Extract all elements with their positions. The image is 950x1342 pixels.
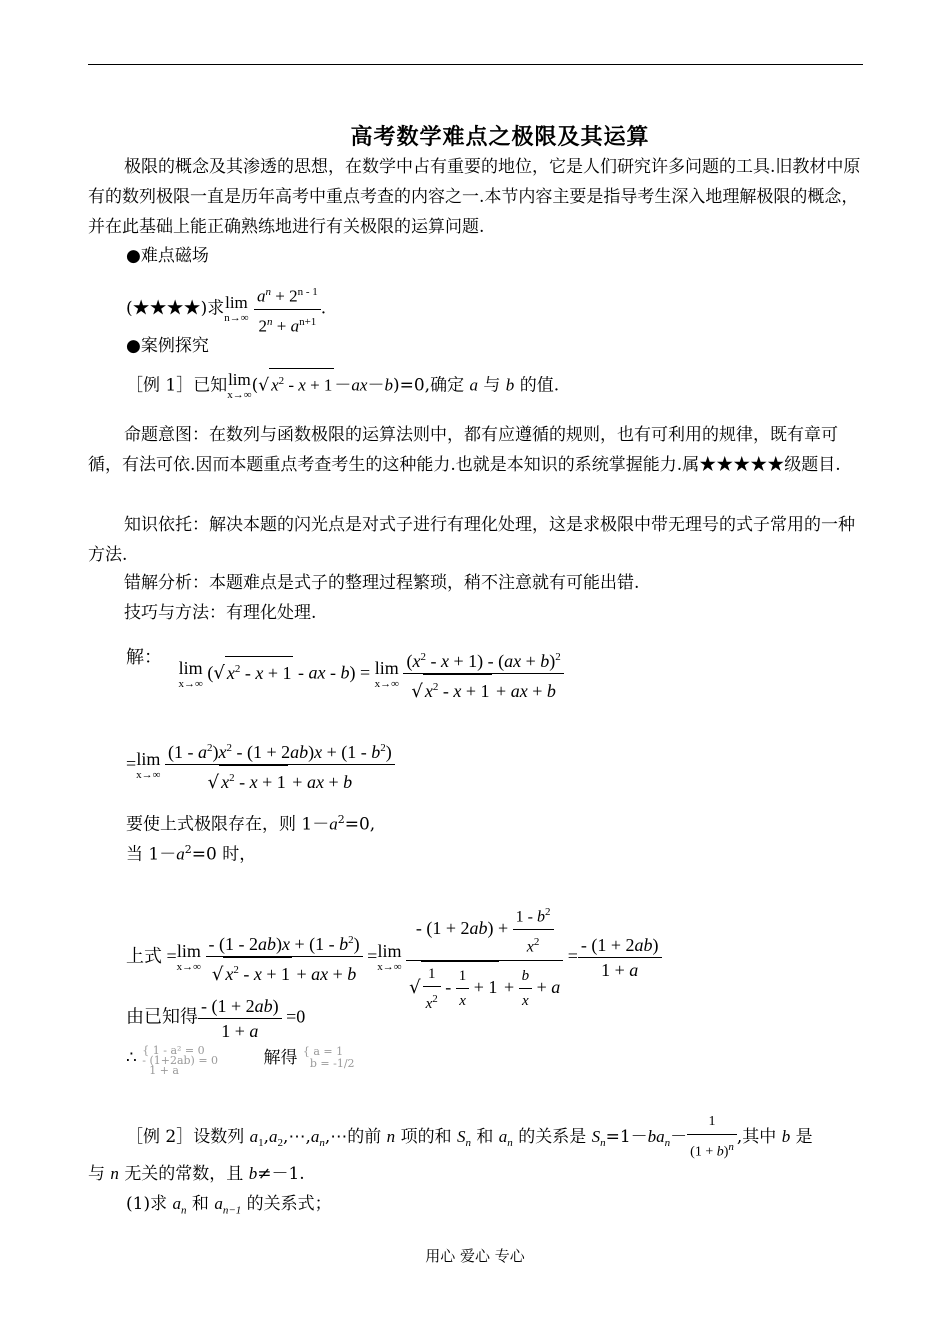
solution-step-3: 上式 =lim x→∞ $\frac{- (1 - 2ab)x + (1 - b^2)}{√ x^2 - x + 1 + ax + b}$ =lim x→∞ - (1 + 2ab) + $\frac{1 - b^2}{x^2}$ √ $\frac{1}{x^2}$ - $\frac{1}{x}$ + 1 + $\frac{b}{x}$ + a = $\frac{- (1 + 2ab)}{1 + a}$: [126, 900, 662, 1016]
problem-fraction: $\frac{a^n + 2^{n - 1}}{2^n + a^{n+1}}$: [254, 280, 321, 338]
therefore-symbol: ∴: [126, 1048, 137, 1068]
ex2-text-2: 项的和: [400, 1126, 452, 1147]
ex2-text-3: 和: [476, 1126, 494, 1147]
page-title: 高考数学难点之极限及其运算: [350, 124, 650, 150]
problem-prefix: (★★★★)求: [126, 298, 225, 319]
solution-values: { a = 1 b = -1/2: [302, 1045, 355, 1070]
solution-label: 解：: [126, 647, 162, 667]
ex2-text-4: 的关系是: [518, 1126, 587, 1147]
basis-paragraph: 知识依托：解决本题的闪光点是对式子进行有理化处理，这是求极限中带无理号的式子常用的一种方法.: [88, 515, 855, 565]
condition-2-tail: =0 时，: [191, 844, 257, 865]
condition-line-1: 要使上式极限存在，则 $1-a^2=0$,: [126, 813, 376, 835]
q1-prefix: (1)求: [126, 1194, 168, 1214]
known-equation: 由已知得 $\frac{- (1 + 2ab)}{1 + a}$ =0: [126, 996, 306, 1041]
question-1: (1)求 $a_n$ 和 $a_{n-1}$ 的关系式；: [126, 1194, 332, 1217]
ex2-text-7: 与: [88, 1164, 105, 1184]
condition-1-text: 要使上式极限存在，则 1－: [126, 814, 330, 835]
q1-mid: 和: [191, 1194, 209, 1214]
upper-expression-label: 上式: [126, 945, 162, 966]
known-label: 由已知得: [126, 1006, 198, 1027]
method-paragraph: 技巧与方法：有理化处理.: [124, 603, 317, 623]
intent-paragraph: 命题意图：在数列与函数极限的运算法则中，都有应遵循的规则，也有可利用的规律，既有章可循，有法可依.因而本题重点考查考生的这种能力.也就是本知识的系统掌握能力.属★★★★★级题目.: [88, 425, 841, 475]
ex2-text-6: 是: [795, 1126, 813, 1147]
limit-symbol: lim n→∞: [224, 293, 249, 325]
ex2-text-5: ,其中: [736, 1126, 777, 1147]
solve-get-label: 解得: [263, 1048, 298, 1068]
section-heading-examples: ●案例探究: [126, 336, 209, 356]
example-2-line-2: 与 n 无关的常数，且 b≠－1.: [88, 1164, 305, 1184]
ex2-text-1: 的前: [347, 1126, 382, 1147]
system-of-equations: { 1 - a² = 0 - (1+2ab) = 0 1 + a: [142, 1044, 219, 1077]
ex2-text-8: 无关的常数，且: [124, 1164, 244, 1184]
header-rule: [88, 64, 863, 65]
value-word: 的值.: [519, 375, 560, 396]
section-heading-difficulty: ●难点磁场: [126, 246, 209, 266]
solution-step-2: =lim x→∞ $\frac{(1 - a^2)x^2 - (1 + 2ab)x + (1 - b^2)}{√ x^2 - x + 1 + ax + b}$: [126, 736, 395, 795]
condition-2-text: 当 1－: [126, 844, 177, 865]
condition-line-2: 当 $1-a^2=0$ 时，: [126, 843, 257, 865]
error-paragraph: 错解分析：本题难点是式子的整理过程繁琐，稍不注意就有可能出错.: [124, 573, 640, 593]
example-1-prefix: ［例 1］已知: [126, 375, 228, 396]
example-1-suffix: =0,确定: [399, 375, 465, 396]
intro-paragraph: 极限的概念及其渗透的思想，在数学中占有重要的地位，它是人们研究许多问题的工具.旧教材中原有的数列极限一直是历年高考中重点考查的内容之一.本节内容主要是指导考生深入地理解极限的概念，并在此基础上能正确熟练地进行有关极限的运算问题.: [88, 157, 861, 237]
limit-symbol: lim x→∞: [227, 370, 252, 402]
q1-tail: 的关系式；: [246, 1194, 332, 1214]
solution-step-1: 解： lim x→∞ (√ $x^2 - x + 1$ - ax - b) = lim x→∞ $\frac{(x^2 - x + 1) - (ax + b)^2}{√ x^2 - x + 1 + ax + b}$: [126, 645, 564, 704]
page-footer: 用心 爱心 专心: [425, 1247, 525, 1265]
practice-problem: (★★★★)求lim n→∞ $\frac{a^n + 2^{n - 1}}{2^n + a^{n+1}}$ .: [126, 280, 326, 338]
example-2-prefix: ［例 2］设数列: [126, 1126, 245, 1147]
condition-1-tail: =0,: [344, 814, 376, 835]
example-1-statement: ［例 1］已知lim x→∞ (√ $x^2 - x + 1 -ax-b)=0$,确定 a 与 b 的值.: [126, 368, 559, 401]
example-2-statement: ［例 2］设数列 $a_1,a_2,\cdots,a_n,\cdots$的前 n 项的和 $S_n$ 和 $a_n$ 的关系是 $S_n=1-ba_n-$ $\frac{1}{(1 + b)^n}$ ,其中 b 是: [126, 1110, 813, 1165]
therefore-line: [126, 1046, 355, 1076]
and-word: 与: [483, 375, 501, 396]
